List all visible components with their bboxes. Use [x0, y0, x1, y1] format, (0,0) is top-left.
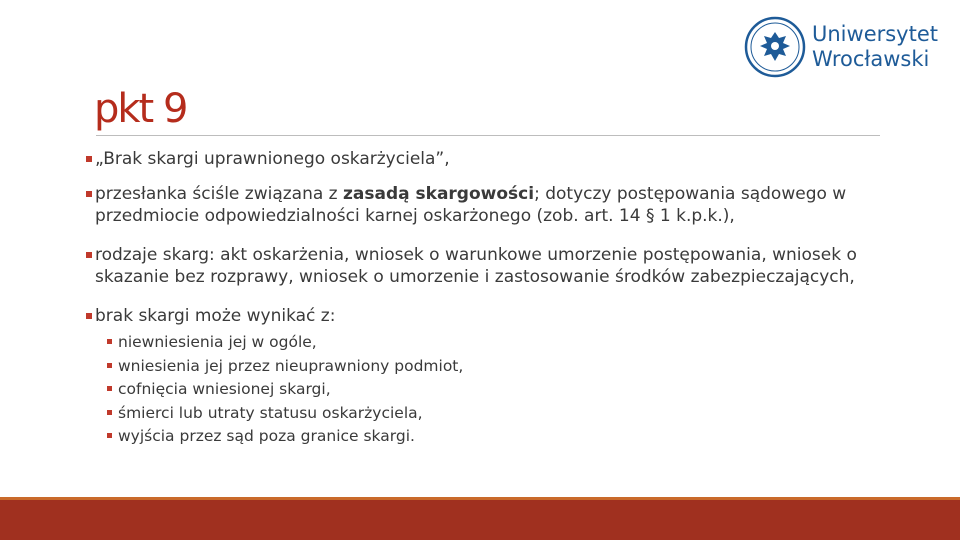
slide-title: pkt 9	[94, 86, 187, 132]
footer-accent-line	[0, 497, 960, 500]
square-bullet-icon	[86, 156, 92, 162]
university-logo	[744, 16, 944, 78]
sub-bullet-text: niewniesienia jej w ogóle,	[118, 333, 317, 351]
bullet-text	[95, 183, 926, 228]
title-divider	[96, 135, 880, 136]
sub-bullet-item	[107, 378, 926, 402]
bullet-text-part: ; dotyczy postępowania sądowego w przedmiocie odpowiedzialności karnej oskarżonego (zob. art. 14 § 1 k.p.k.),	[95, 183, 847, 226]
bullet-text: rodzaje skarg: akt oskarżenia, wniosek o warunkowe umorzenie postępowania, wniosek o skazanie bez rozprawy, wniosek o umorzenie i zastosowanie środków zabezpieczających,	[95, 244, 857, 287]
slide-content	[86, 148, 926, 449]
bullet-text: „Brak skargi uprawnionego oskarżyciela”,	[95, 149, 450, 169]
bullet-text: brak skargi może wynikać z:	[95, 305, 336, 326]
university-name	[812, 22, 938, 72]
sub-bullet-text: śmierci lub utraty statusu oskarżyciela,	[118, 403, 423, 422]
square-bullet-icon	[107, 386, 112, 391]
bullet-text-bold: zasadą skargowości	[343, 183, 535, 204]
bullet-item	[86, 244, 926, 289]
sub-bullet-list	[107, 331, 926, 449]
university-seal-icon	[744, 16, 806, 78]
sub-bullet-text: wyjścia przez sąd poza granice skargi.	[118, 427, 415, 445]
university-name-line1: Uniwersytet	[812, 22, 938, 46]
square-bullet-icon	[86, 252, 92, 258]
square-bullet-icon	[107, 363, 112, 368]
university-name-line2: Wrocławski	[812, 47, 930, 71]
bullet-item	[86, 148, 926, 171]
bullet-item	[86, 305, 926, 328]
sub-bullet-item	[107, 402, 926, 426]
square-bullet-icon	[86, 313, 92, 319]
sub-bullet-item	[107, 331, 926, 355]
square-bullet-icon	[107, 339, 112, 344]
square-bullet-icon	[107, 433, 112, 438]
sub-bullet-text: cofnięcia wniesionej skargi,	[118, 380, 331, 398]
footer-bar	[0, 497, 960, 540]
sub-bullet-item	[107, 425, 926, 449]
sub-bullet-text: wniesienia jej przez nieuprawniony podmiot,	[118, 356, 464, 375]
square-bullet-icon	[107, 410, 112, 415]
sub-bullet-item	[107, 355, 926, 379]
bullet-item	[86, 183, 926, 228]
bullet-text-part: przesłanka ściśle związana z	[95, 183, 344, 204]
square-bullet-icon	[86, 191, 92, 197]
